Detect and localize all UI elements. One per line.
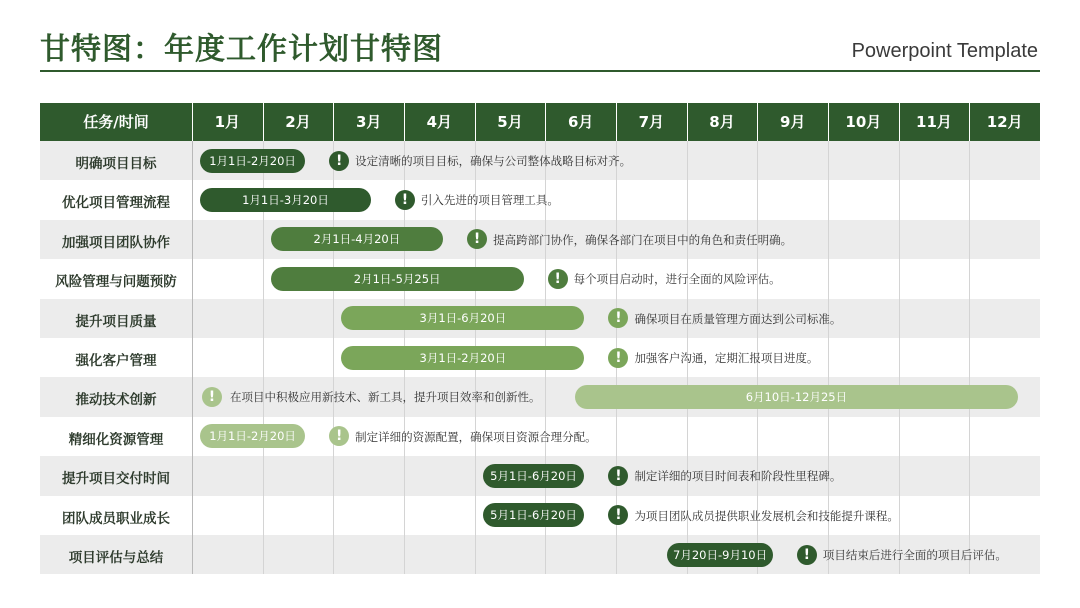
task-note: 设定清晰的项目目标，确保与公司整体战略目标对齐。 [355, 154, 632, 168]
month-header-10: 10月 [845, 113, 882, 131]
month-header-5: 5月 [497, 113, 523, 131]
page-title: 甘特图：年度工作计划甘特图 [40, 32, 443, 67]
header-separator [969, 103, 970, 141]
task-label: 项目评估与总结 [68, 550, 164, 566]
exclamation-icon: ! [797, 545, 817, 565]
gantt-header-row [40, 103, 1040, 141]
task-label: 强化客户管理 [75, 353, 157, 369]
month-header-11: 11月 [916, 113, 952, 131]
task-note: 引入先进的项目管理工具。 [420, 193, 559, 208]
exclamation-icon: ! [467, 229, 487, 249]
exclamation-icon: ! [608, 348, 628, 368]
exclamation-icon: ! [329, 426, 349, 446]
task-note: 每个项目启动时，进行全面的风险评估。 [573, 272, 781, 287]
task-note: 制定详细的项目时间表和阶段性里程碑。 [634, 469, 842, 484]
header-separator [263, 103, 264, 141]
task-label: 推动技术创新 [75, 392, 157, 409]
month-header-12: 12月 [986, 113, 1023, 131]
month-header-7: 7月 [638, 113, 665, 131]
gantt-chart [40, 103, 1040, 574]
exclamation-icon: ! [395, 190, 415, 210]
task-note: 制定详细的资源配置，确保项目资源合理分配。 [355, 429, 597, 444]
header-separator [475, 103, 476, 141]
gantt-bar: 5月1日-6月20日 [483, 464, 585, 488]
header-separator [404, 103, 405, 141]
gantt-bar: 5月1日-6月20日 [483, 503, 585, 527]
gantt-bar: 2月1日-4月20日 [271, 227, 443, 251]
grid-line [969, 141, 970, 574]
gantt-bar: 1月1日-2月20日 [200, 424, 305, 448]
task-note: 为项目团队成员提供职业发展机会和技能提升课程。 [634, 508, 899, 523]
task-label: 加强项目团队协作 [62, 234, 170, 251]
gantt-bar: 3月1日-6月20日 [341, 306, 584, 330]
task-label: 明确项目目标 [75, 156, 157, 172]
task-label: 提升项目质量 [75, 313, 157, 330]
task-note: 项目结束后进行全面的项目后评估。 [822, 548, 1007, 562]
exclamation-icon: ! [548, 269, 568, 289]
task-note: 确保项目在质量管理方面达到公司标准。 [634, 311, 842, 326]
header-separator [333, 103, 334, 141]
template-subtitle: Powerpoint Template [851, 40, 1038, 62]
task-label: 优化项目管理流程 [62, 195, 170, 212]
header-separator [828, 103, 829, 141]
gantt-bar: 1月1日-3月20日 [200, 188, 371, 212]
task-label: 风险管理与问题预防 [55, 274, 177, 291]
month-header-1: 1月 [214, 113, 241, 131]
header-separator [757, 103, 758, 141]
gantt-bar: 6月10日-12月25日 [575, 385, 1019, 409]
month-header-8: 8月 [709, 113, 735, 131]
month-header-4: 4月 [426, 113, 453, 131]
exclamation-icon: ! [202, 387, 222, 407]
gantt-bar: 1月1日-2月20日 [200, 149, 305, 173]
task-label: 提升项目交付时间 [62, 471, 170, 488]
exclamation-icon: ! [608, 308, 628, 328]
header-separator [545, 103, 546, 141]
header-separator [899, 103, 900, 141]
header-separator [687, 103, 688, 141]
task-note: 加强客户沟通，定期汇报项目进度。 [634, 351, 819, 365]
task-label: 精细化资源管理 [68, 431, 164, 448]
month-header-2: 2月 [285, 113, 311, 131]
gantt-bar: 3月1日-2月20日 [341, 346, 584, 370]
header-separator [192, 103, 193, 141]
task-column-header: 任务/时间 [83, 113, 149, 131]
exclamation-icon: ! [608, 505, 628, 525]
month-header-6: 6月 [567, 113, 594, 131]
exclamation-icon: ! [608, 466, 628, 486]
month-header-3: 3月 [355, 113, 382, 131]
title-underline [40, 70, 1040, 72]
task-note: 提高跨部门协作，确保各部门在项目中的角色和责任明确。 [493, 232, 793, 247]
grid-line [192, 141, 193, 574]
header-separator [616, 103, 617, 141]
gantt-bar: 2月1日-5月25日 [271, 267, 524, 291]
task-label: 团队成员职业成长 [62, 510, 170, 527]
gantt-bar: 7月20日-9月10日 [667, 543, 773, 567]
exclamation-icon: ! [329, 151, 349, 171]
task-note: 在项目中积极应用新技术、新工具，提升项目效率和创新性。 [230, 390, 541, 405]
month-header-9: 9月 [779, 113, 806, 131]
